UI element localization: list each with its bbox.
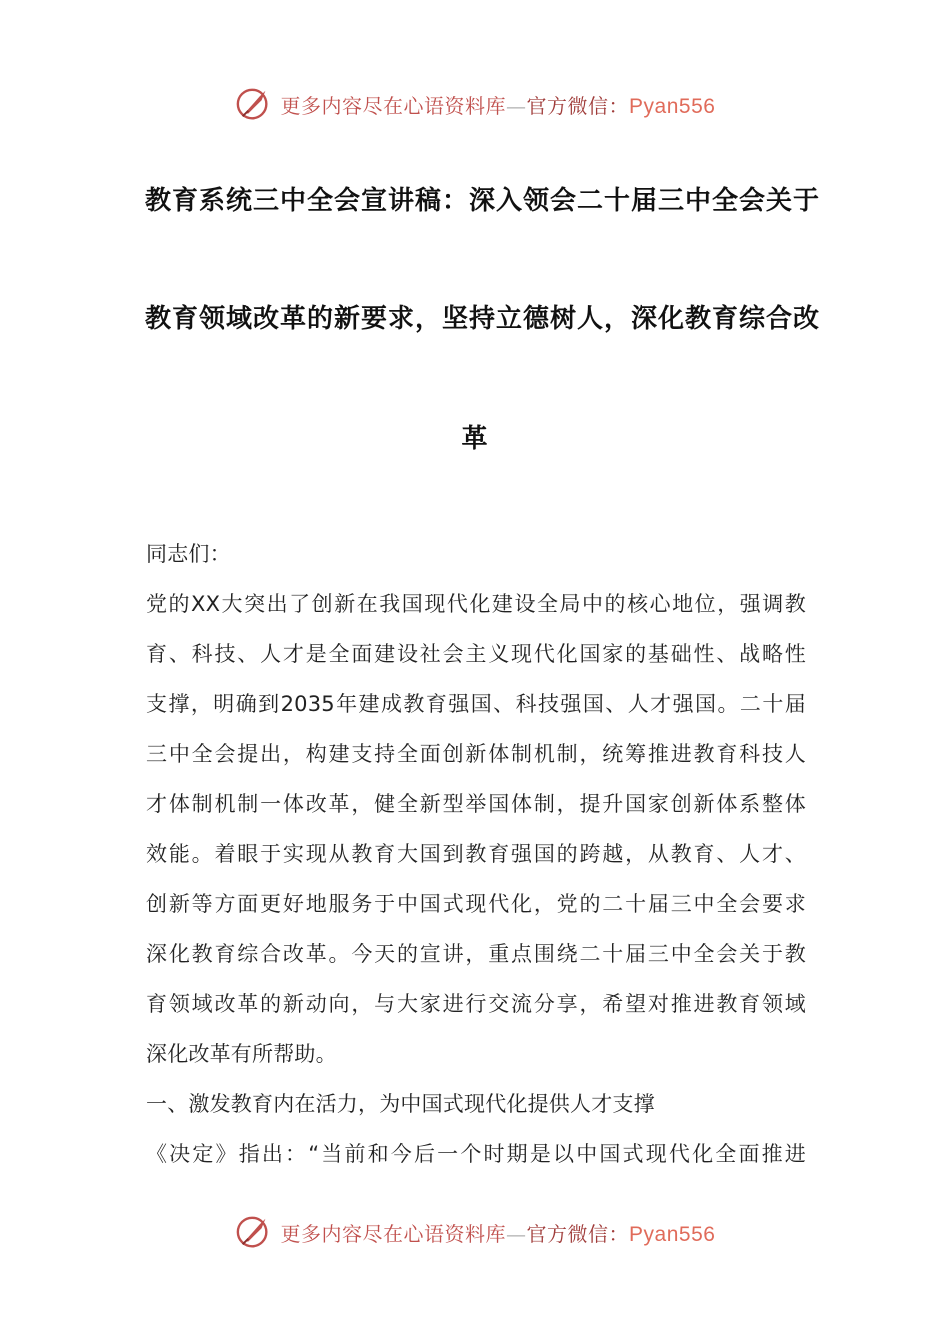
page-title-line-1: 教育系统三中全会宣讲稿：深入领会二十届三中全会关于	[145, 186, 821, 216]
watermark-text	[281, 1218, 716, 1247]
watermark-slogan: 更多内容尽在心语资料库	[280, 93, 507, 118]
paragraph-line: 支撑，明确到2035年建成教育强国、科技强国、人才强国。二十届	[146, 692, 806, 716]
section-heading: 一、激发教育内在活力，为中国式现代化提供人才支撑	[146, 1092, 655, 1116]
footer-watermark	[0, 1210, 950, 1254]
watermark-wechat-label: 官方微信：	[526, 1221, 630, 1246]
paragraph-line: 创新等方面更好地服务于中国式现代化，党的二十届三中全会要求	[146, 892, 806, 916]
paragraph-line: 效能。着眼于实现从教育大国到教育强国的跨越，从教育、人才、	[146, 842, 806, 866]
watermark-dash: —	[506, 1221, 527, 1246]
page-title-line-2: 教育领域改革的新要求，坚持立德树人，深化教育综合改	[145, 304, 821, 334]
watermark-text	[281, 90, 716, 119]
paragraph-line: 三中全会提出，构建支持全面创新体制机制，统筹推进教育科技人	[146, 742, 806, 766]
paragraph-line: 育领域改革的新动向，与大家进行交流分享，希望对推进教育领域	[146, 992, 806, 1016]
page-title-line-3: 革	[461, 424, 489, 454]
paragraph-line: 《决定》指出：“当前和今后一个时期是以中国式现代化全面推进	[146, 1142, 806, 1166]
paragraph-line: 深化改革有所帮助。	[146, 1042, 337, 1066]
salutation: 同志们：	[146, 542, 231, 566]
watermark-wechat-id: Pyan556	[629, 94, 716, 118]
paragraph-line: 深化教育综合改革。今天的宣讲，重点围绕二十届三中全会关于教	[146, 942, 806, 966]
quill-logo-icon	[235, 1213, 273, 1251]
header-watermark	[0, 82, 950, 126]
paragraph-line: 育、科技、人才是全面建设社会主义现代化国家的基础性、战略性	[146, 642, 806, 666]
watermark-slogan: 更多内容尽在心语资料库	[280, 1221, 507, 1246]
paragraph-line: 才体制机制一体改革，健全新型举国体制，提升国家创新体系整体	[146, 792, 806, 816]
quill-logo-icon	[235, 85, 273, 123]
paragraph-line: 党的XX大突出了创新在我国现代化建设全局中的核心地位，强调教	[146, 592, 806, 616]
watermark-wechat-id: Pyan556	[629, 1222, 716, 1246]
watermark-wechat-label: 官方微信：	[526, 93, 630, 118]
watermark-dash: —	[506, 93, 527, 118]
